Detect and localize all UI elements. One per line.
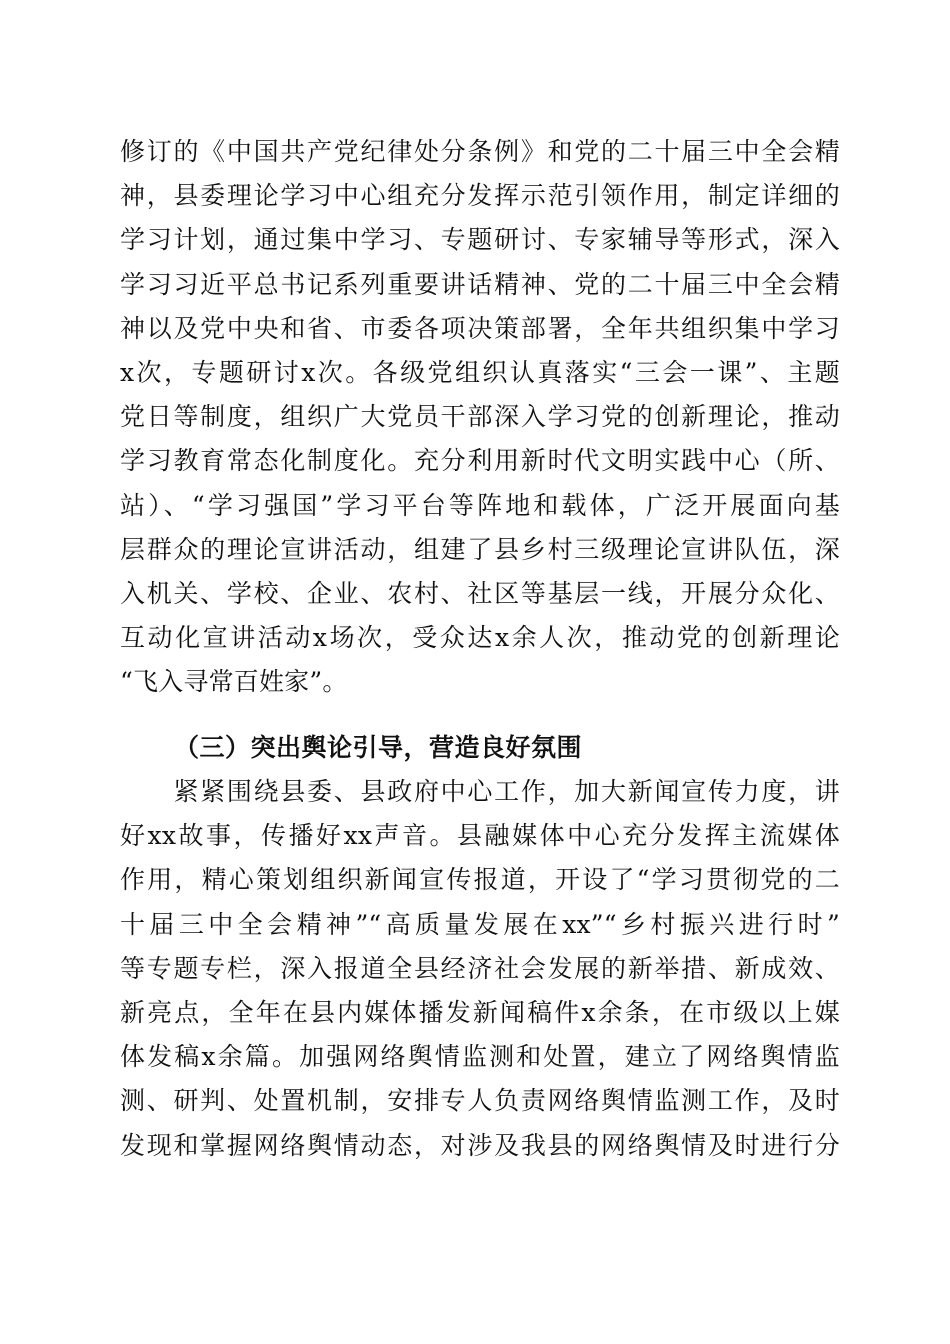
paragraph-line: 作用，精心策划组织新闻宣传报道，开设了“学习贯彻党的二 <box>120 865 840 895</box>
section-heading: （三）突出舆论引导，营造良好氛围 <box>174 733 583 762</box>
paragraph-line: 互动化宣讲活动x场次，受众达x余人次，推动党的创新理论 <box>120 623 840 653</box>
paragraph-line: 站）、“学习强国”学习平台等阵地和载体，广泛开展面向基 <box>120 490 840 520</box>
paragraph-line: 修订的《中国共产党纪律处分条例》和党的二十届三中全会精 <box>120 137 840 166</box>
paragraph-line: 层群众的理论宣讲活动，组建了县乡村三级理论宣讲队伍，深 <box>120 534 840 564</box>
paragraph-line: 神以及党中央和省、市委各项决策部署，全年共组织集中学习 <box>120 313 840 343</box>
paragraph-line: 好xx故事，传播好xx声音。县融媒体中心充分发挥主流媒体 <box>120 821 840 851</box>
paragraph-line: 十届三中全会精神”“高质量发展在xx”“乡村振兴进行时” <box>120 909 840 939</box>
paragraph-last-line: “飞入寻常百姓家”。 <box>120 667 348 697</box>
paragraph-line: 入机关、学校、企业、农村、社区等基层一线，开展分众化、 <box>120 578 840 608</box>
paragraph-study-theory <box>120 130 840 704</box>
paragraph-public-opinion <box>120 770 840 1168</box>
paragraph-line: 测、研判、处置机制，安排专人负责网络舆情监测工作，及时 <box>120 1086 840 1116</box>
paragraph-line: x次，专题研讨x次。各级党组织认真落实“三会一课”、主题 <box>120 357 840 387</box>
paragraph-line: 学习教育常态化制度化。充分利用新时代文明实践中心（所、 <box>120 446 840 476</box>
paragraph-line: 神，县委理论学习中心组充分发挥示范引领作用，制定详细的 <box>120 181 840 211</box>
paragraph-line: 等专题专栏，深入报道全县经济社会发展的新举措、新成效、 <box>120 953 840 983</box>
paragraph-line: 学习计划，通过集中学习、专题研讨、专家辅导等形式，深入 <box>120 225 840 255</box>
paragraph-line: 党日等制度，组织广大党员干部深入学习党的创新理论，推动 <box>120 402 840 432</box>
paragraph-line: 新亮点，全年在县内媒体播发新闻稿件x余条，在市级以上媒 <box>120 997 840 1027</box>
paragraph-line: 紧紧围绕县委、县政府中心工作，加大新闻宣传力度，讲 <box>120 777 840 806</box>
paragraph-line: 发现和掌握网络舆情动态，对涉及我县的网络舆情及时进行分 <box>120 1130 840 1160</box>
paragraph-line: 体发稿x余篇。加强网络舆情监测和处置，建立了网络舆情监 <box>120 1042 840 1072</box>
paragraph-line: 学习习近平总书记系列重要讲话精神、党的二十届三中全会精 <box>120 269 840 299</box>
